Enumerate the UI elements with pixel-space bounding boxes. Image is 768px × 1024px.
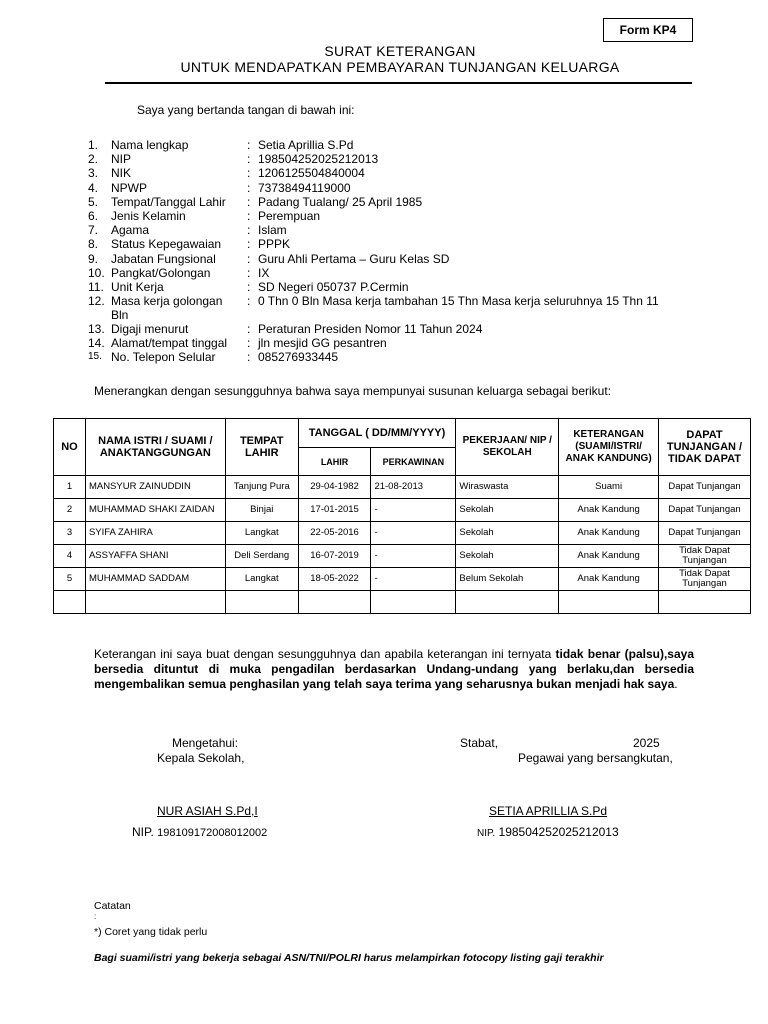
cell-dapat: Dapat Tunjangan bbox=[659, 476, 751, 499]
field-separator: : bbox=[247, 336, 251, 351]
field-separator: : bbox=[247, 265, 251, 280]
declaration-part-1: Keterangan ini saya buat dengan sesungguhnya dan apabila keterangan ini ternyata bbox=[94, 647, 556, 661]
cell-perkawinan: 21-08-2013 bbox=[371, 476, 456, 499]
cell-keterangan: Anak Kandung bbox=[559, 545, 659, 568]
sig-left-name: NUR ASIAH S.Pd,I bbox=[157, 804, 258, 818]
field-jabatan bbox=[88, 252, 708, 266]
declaration-part-3: . bbox=[674, 677, 678, 691]
field-value: IX bbox=[258, 265, 270, 280]
field-label: NPWP bbox=[111, 180, 147, 195]
field-number: 6. bbox=[88, 208, 99, 223]
field-number: 15. bbox=[88, 351, 102, 363]
field-number: 9. bbox=[88, 251, 99, 266]
table-row bbox=[54, 476, 751, 499]
field-number: 5. bbox=[88, 194, 99, 209]
cell-lahir: 22-05-2016 bbox=[298, 522, 371, 545]
cell-keterangan: Anak Kandung bbox=[559, 568, 659, 591]
cell-nama: SYIFA ZAHIRA bbox=[85, 522, 225, 545]
document-title: SURAT KETERANGAN bbox=[324, 43, 476, 59]
field-pangkat bbox=[88, 266, 708, 280]
field-value: jln mesjid GG pesantren bbox=[258, 336, 387, 351]
cell-perkawinan: - bbox=[371, 499, 456, 522]
field-value: 73738494119000 bbox=[258, 180, 351, 195]
header-tempat-lahir: TEMPAT LAHIR bbox=[225, 419, 298, 476]
sig-left-label: Mengetahui: bbox=[172, 736, 239, 750]
sig-year: 2025 bbox=[633, 736, 660, 750]
field-separator: : bbox=[247, 350, 251, 365]
field-npwp bbox=[88, 181, 708, 195]
note-colon: : bbox=[94, 912, 97, 921]
cell-pekerjaan: Belum Sekolah bbox=[456, 568, 559, 591]
field-number: 4. bbox=[88, 180, 99, 195]
sig-left-title: Kepala Sekolah, bbox=[157, 751, 245, 765]
note-coret: *) Coret yang tidak perlu bbox=[94, 926, 208, 938]
field-number: 10. bbox=[88, 265, 105, 280]
header-tanggal: TANGGAL ( DD/MM/YYYY) bbox=[298, 419, 456, 448]
nip-value: 198504252025212013 bbox=[498, 825, 619, 839]
title-underline bbox=[105, 82, 692, 84]
cell-no: 1 bbox=[54, 476, 86, 499]
cell-lahir: 17-01-2015 bbox=[298, 499, 371, 522]
cell-tempat: Tanjung Pura bbox=[225, 476, 298, 499]
field-nama bbox=[88, 138, 708, 152]
field-label: Nama lengkap bbox=[111, 138, 189, 152]
cell-empty bbox=[225, 591, 298, 614]
cell-no: 4 bbox=[54, 545, 86, 568]
cell-perkawinan: - bbox=[371, 545, 456, 568]
field-value-continued: Bln bbox=[111, 308, 129, 323]
cell-empty bbox=[371, 591, 456, 614]
sig-right-name: SETIA APRILLIA S.Pd bbox=[489, 804, 608, 818]
field-jenis-kelamin bbox=[88, 209, 708, 223]
cell-tempat: Binjai bbox=[225, 499, 298, 522]
header-no: NO bbox=[54, 419, 86, 476]
field-label: No. Telepon Selular bbox=[111, 350, 216, 365]
field-value: 1206125504840004 bbox=[258, 166, 365, 181]
cell-dapat: Tidak Dapat Tunjangan bbox=[659, 545, 751, 568]
field-value: Setia Aprillia S.Pd bbox=[258, 138, 354, 152]
field-separator: : bbox=[247, 138, 251, 152]
document-subtitle: UNTUK MENDAPATKAN PEMBAYARAN TUNJANGAN KELUARGA bbox=[180, 59, 620, 75]
intro-text: Saya yang bertanda tangan di bawah ini: bbox=[137, 103, 355, 117]
field-digaji bbox=[88, 322, 708, 336]
field-nip bbox=[88, 152, 708, 166]
field-number: 12. bbox=[88, 294, 105, 309]
cell-nama: MUHAMMAD SADDAM bbox=[85, 568, 225, 591]
cell-no: 5 bbox=[54, 568, 86, 591]
field-number: 3. bbox=[88, 166, 99, 181]
cell-pekerjaan: Sekolah bbox=[456, 499, 559, 522]
cell-nama: ASSYAFFA SHANI bbox=[85, 545, 225, 568]
field-separator: : bbox=[247, 294, 251, 309]
table-row bbox=[54, 568, 751, 591]
header-lahir: LAHIR bbox=[298, 448, 371, 476]
note-asn: Bagi suami/istri yang bekerja sebagai ASN/TNI/POLRI harus melampirkan fotocopy listing gaji terakhir bbox=[94, 952, 604, 964]
nip-label: NIP. bbox=[132, 825, 154, 839]
field-unit-kerja bbox=[88, 280, 708, 294]
nip-label: NIP. bbox=[477, 828, 496, 839]
field-value: 085276933445 bbox=[258, 350, 339, 365]
field-separator: : bbox=[247, 194, 251, 209]
header-dapat-tunjangan: DAPAT TUNJANGAN / TIDAK DAPAT bbox=[659, 419, 751, 476]
field-separator: : bbox=[247, 152, 251, 167]
field-status bbox=[88, 237, 708, 251]
cell-pekerjaan: Wiraswasta bbox=[456, 476, 559, 499]
field-number: 8. bbox=[88, 237, 99, 252]
field-value: 198504252025212013 bbox=[258, 152, 379, 167]
table-row bbox=[54, 522, 751, 545]
field-label: NIK bbox=[111, 166, 132, 181]
field-value: Perempuan bbox=[258, 208, 321, 223]
field-label: Agama bbox=[111, 223, 150, 238]
field-separator: : bbox=[247, 166, 251, 181]
form-code-box: Form KP4 bbox=[603, 18, 693, 42]
field-value: SD Negeri 050737 P.Cermin bbox=[258, 279, 409, 294]
field-telepon bbox=[88, 350, 708, 364]
cell-pekerjaan: Sekolah bbox=[456, 522, 559, 545]
cell-no: 2 bbox=[54, 499, 86, 522]
table-row-empty bbox=[54, 591, 751, 614]
field-nik bbox=[88, 166, 708, 180]
field-agama bbox=[88, 223, 708, 237]
sig-left-nip bbox=[132, 825, 267, 839]
field-value: Peraturan Presiden Nomor 11 Tahun 2024 bbox=[258, 322, 483, 337]
cell-empty bbox=[456, 591, 559, 614]
header-keterangan: KETERANGAN (SUAMI/ISTRI/ ANAK KANDUNG) bbox=[559, 419, 659, 476]
cell-empty bbox=[298, 591, 371, 614]
field-masa-kerja bbox=[88, 294, 708, 322]
nip-value: 198109172008012002 bbox=[157, 827, 268, 839]
cell-empty bbox=[559, 591, 659, 614]
cell-dapat: Dapat Tunjangan bbox=[659, 522, 751, 545]
field-value: PPPK bbox=[258, 237, 291, 252]
field-separator: : bbox=[247, 208, 251, 223]
field-separator: : bbox=[247, 251, 251, 266]
sig-place: Stabat, bbox=[460, 736, 499, 750]
cell-lahir: 18-05-2022 bbox=[298, 568, 371, 591]
cell-keterangan: Anak Kandung bbox=[559, 522, 659, 545]
family-statement: Menerangkan dengan sesungguhnya bahwa saya mempunyai susunan keluarga sebagai berikut: bbox=[94, 384, 612, 398]
field-label: Jenis Kelamin bbox=[111, 208, 186, 223]
cell-perkawinan: - bbox=[371, 522, 456, 545]
field-label: Masa kerja golongan bbox=[111, 294, 223, 309]
field-label: Jabatan Fungsional bbox=[111, 251, 216, 266]
cell-lahir: 16-07-2019 bbox=[298, 545, 371, 568]
field-label: Unit Kerja bbox=[111, 279, 164, 294]
field-number: 14. bbox=[88, 336, 105, 351]
cell-empty bbox=[54, 591, 86, 614]
header-nama: NAMA ISTRI / SUAMI / ANAKTANGGUNGAN bbox=[85, 419, 225, 476]
field-label: Tempat/Tanggal Lahir bbox=[111, 194, 226, 209]
field-alamat bbox=[88, 336, 708, 350]
sig-right-nip bbox=[477, 825, 619, 839]
field-value: Islam bbox=[258, 223, 287, 238]
cell-tempat: Deli Serdang bbox=[225, 545, 298, 568]
header-perkawinan: PERKAWINAN bbox=[371, 448, 456, 476]
declaration-part-2: tidak benar (palsu),saya bersedia dituntut di muka pengadilan berdasarkan Undang-undang yang berlaku,dan bersedia mengembalikan semua penghasilan yang telah saya terima yang seharusnya bukan menjadi hak saya bbox=[94, 647, 695, 691]
field-separator: : bbox=[247, 237, 251, 252]
family-table bbox=[53, 418, 751, 614]
field-label: NIP bbox=[111, 152, 132, 167]
field-value: 0 Thn 0 Bln Masa kerja tambahan 15 Thn Masa kerja seluruhnya 15 Thn 11 bbox=[258, 294, 659, 309]
note-catatan: Catatan bbox=[94, 900, 131, 912]
field-ttl bbox=[88, 195, 708, 209]
cell-nama: MANSYUR ZAINUDDIN bbox=[85, 476, 225, 499]
cell-keterangan: Suami bbox=[559, 476, 659, 499]
declaration-paragraph bbox=[94, 647, 694, 692]
field-separator: : bbox=[247, 223, 251, 238]
field-value: Guru Ahli Pertama – Guru Kelas SD bbox=[258, 251, 450, 266]
sig-right-title: Pegawai yang bersangkutan, bbox=[518, 751, 673, 765]
field-label: Alamat/tempat tinggal bbox=[111, 336, 228, 351]
cell-tempat: Langkat bbox=[225, 522, 298, 545]
field-number: 1. bbox=[88, 138, 99, 152]
field-separator: : bbox=[247, 322, 251, 337]
cell-tempat: Langkat bbox=[225, 568, 298, 591]
field-value: Padang Tualang/ 25 April 1985 bbox=[258, 194, 423, 209]
field-separator: : bbox=[247, 279, 251, 294]
field-number: 13. bbox=[88, 322, 105, 337]
cell-no: 3 bbox=[54, 522, 86, 545]
cell-empty bbox=[85, 591, 225, 614]
cell-empty bbox=[659, 591, 751, 614]
cell-perkawinan: - bbox=[371, 568, 456, 591]
cell-keterangan: Anak Kandung bbox=[559, 499, 659, 522]
employee-fields bbox=[88, 138, 708, 365]
cell-nama: MUHAMMAD SHAKI ZAIDAN bbox=[85, 499, 225, 522]
field-number: 11. bbox=[88, 279, 104, 294]
field-separator: : bbox=[247, 180, 251, 195]
field-label: Pangkat/Golongan bbox=[111, 265, 211, 280]
field-label: Status Kepegawaian bbox=[111, 237, 222, 252]
cell-pekerjaan: Sekolah bbox=[456, 545, 559, 568]
table-row bbox=[54, 499, 751, 522]
table-row bbox=[54, 545, 751, 568]
header-pekerjaan: PEKERJAAN/ NIP / SEKOLAH bbox=[456, 419, 559, 476]
field-number: 7. bbox=[88, 223, 99, 238]
cell-dapat: Tidak Dapat Tunjangan bbox=[659, 568, 751, 591]
cell-dapat: Dapat Tunjangan bbox=[659, 499, 751, 522]
field-label: Digaji menurut bbox=[111, 322, 189, 337]
field-number: 2. bbox=[88, 152, 99, 167]
cell-lahir: 29-04-1982 bbox=[298, 476, 371, 499]
